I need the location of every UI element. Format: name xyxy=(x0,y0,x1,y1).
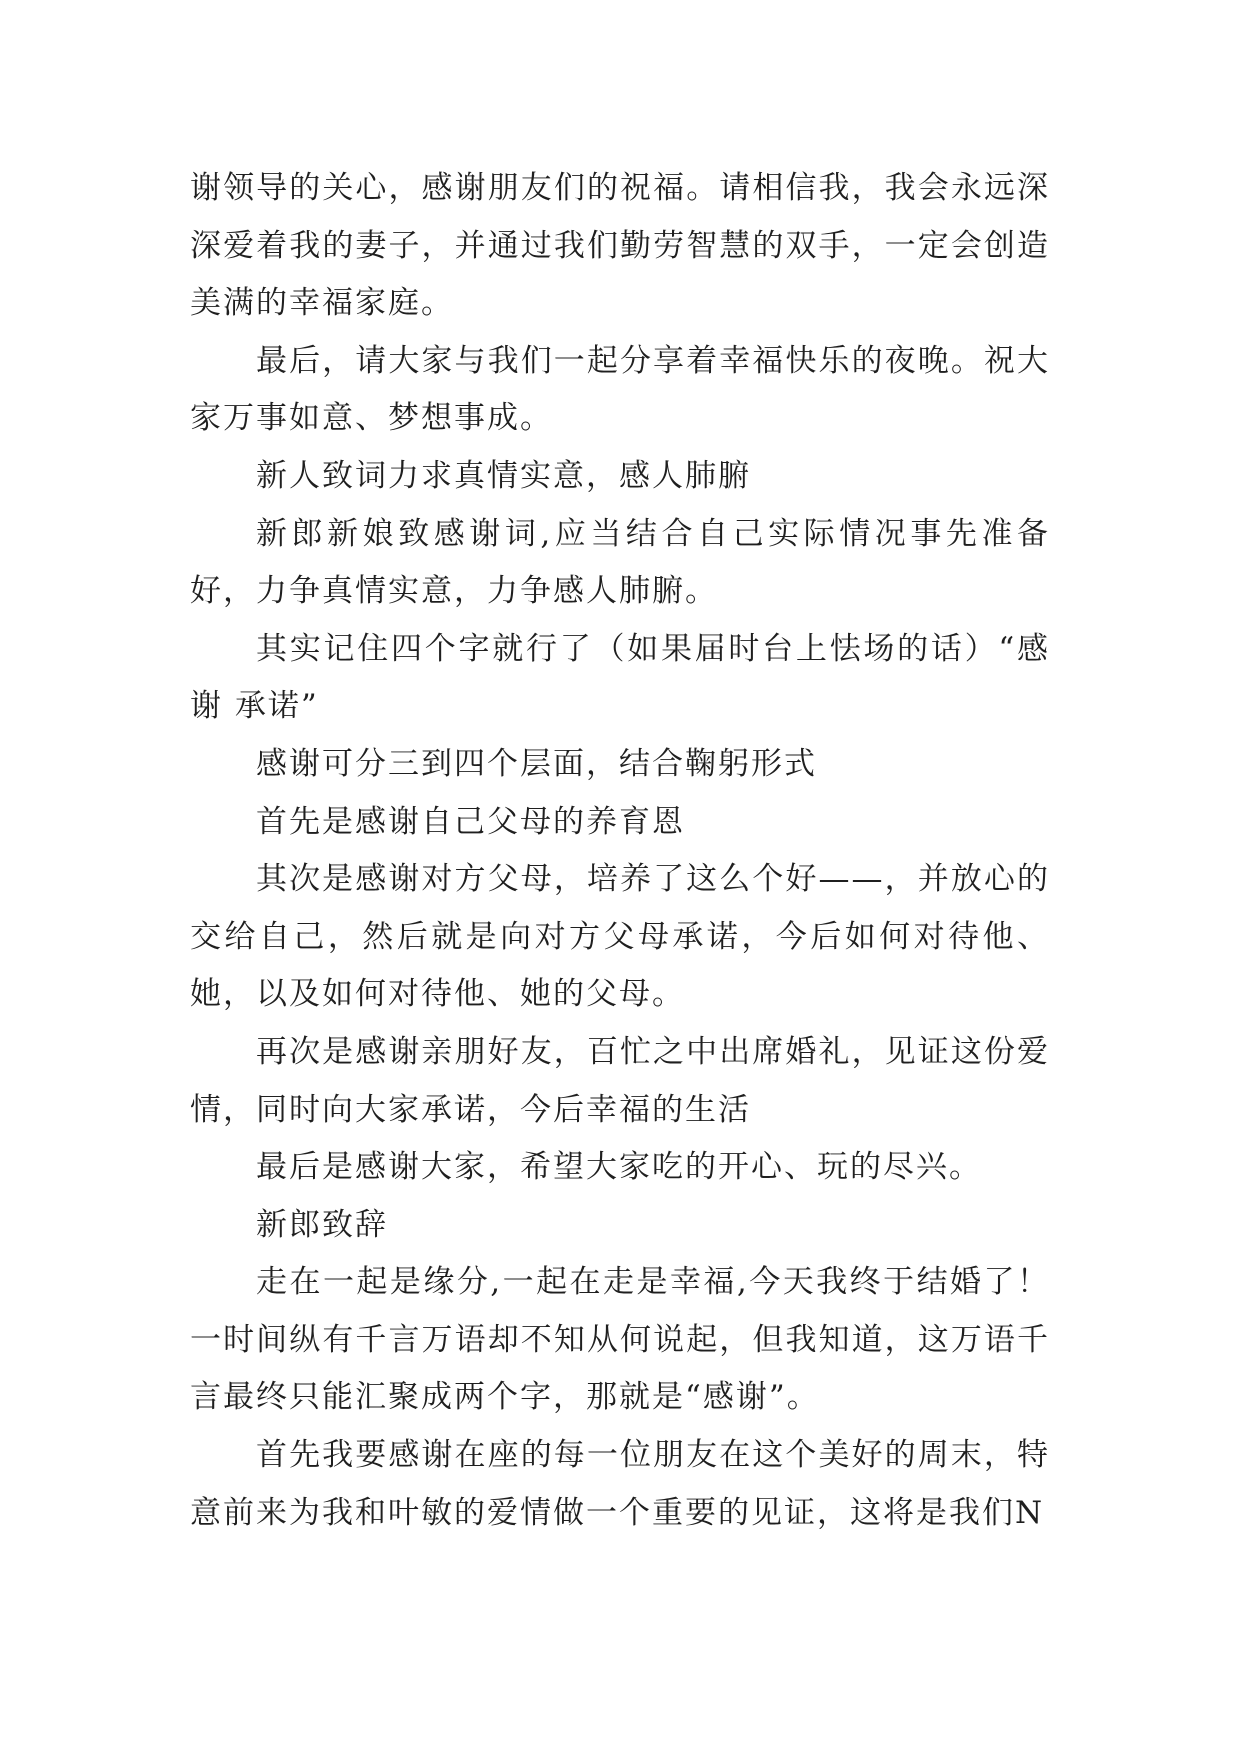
paragraph-groom-opening: 走在一起是缘分,一起在走是幸福,今天我终于结婚了！一时间纵有千言万语却不知从何说起，但我知道，这万语千言最终只能汇聚成两个字，那就是“感谢”。 xyxy=(190,1264,1050,1416)
paragraph-preparation-advice: 新郎新娘致感谢词,应当结合自己实际情况事先准备好，力争真情实意，力争感人肺腑。 xyxy=(190,515,1050,610)
document-body xyxy=(190,160,1050,1542)
paragraph-closing-wishes: 最后，请大家与我们一起分享着幸福快乐的夜晚。祝大家万事如意、梦想事成。 xyxy=(190,342,1050,437)
paragraph-thank-everyone: 最后是感谢大家，希望大家吃的开心、玩的尽兴。 xyxy=(256,1149,982,1186)
paragraph-thank-other-parents: 其次是感谢对方父母，培养了这么个好——，并放心的交给自己，然后就是向对方父母承诺，今后如何对待他、她，以及如何对待他、她的父母。 xyxy=(190,861,1050,1013)
paragraph-groom-thanks-guests: 首先我要感谢在座的每一位朋友在这个美好的周末，特意前来为我和叶敏的爱情做一个重要的见证，这将是我们N xyxy=(190,1437,1050,1531)
paragraph-thanks-levels: 感谢可分三到四个层面，结合鞠躬形式 xyxy=(256,745,817,782)
section-heading-groom-speech: 新郎致辞 xyxy=(256,1206,388,1243)
paragraph-continuation: 谢领导的关心，感谢朋友们的祝福。请相信我，我会永远深深爱着我的妻子，并通过我们勤劳智慧的双手，一定会创造美满的幸福家庭。 xyxy=(190,170,1050,322)
paragraph-thank-own-parents: 首先是感谢自己父母的养育恩 xyxy=(256,803,685,840)
paragraph-thank-friends: 再次是感谢亲朋好友，百忙之中出席婚礼，见证这份爱情，同时向大家承诺，今后幸福的生活 xyxy=(190,1033,1050,1128)
paragraph-four-words: 其实记住四个字就行了（如果届时台上怯场的话）“感谢 承诺” xyxy=(190,630,1050,725)
section-heading-sincerity: 新人致词力求真情实意，感人肺腑 xyxy=(256,457,751,494)
